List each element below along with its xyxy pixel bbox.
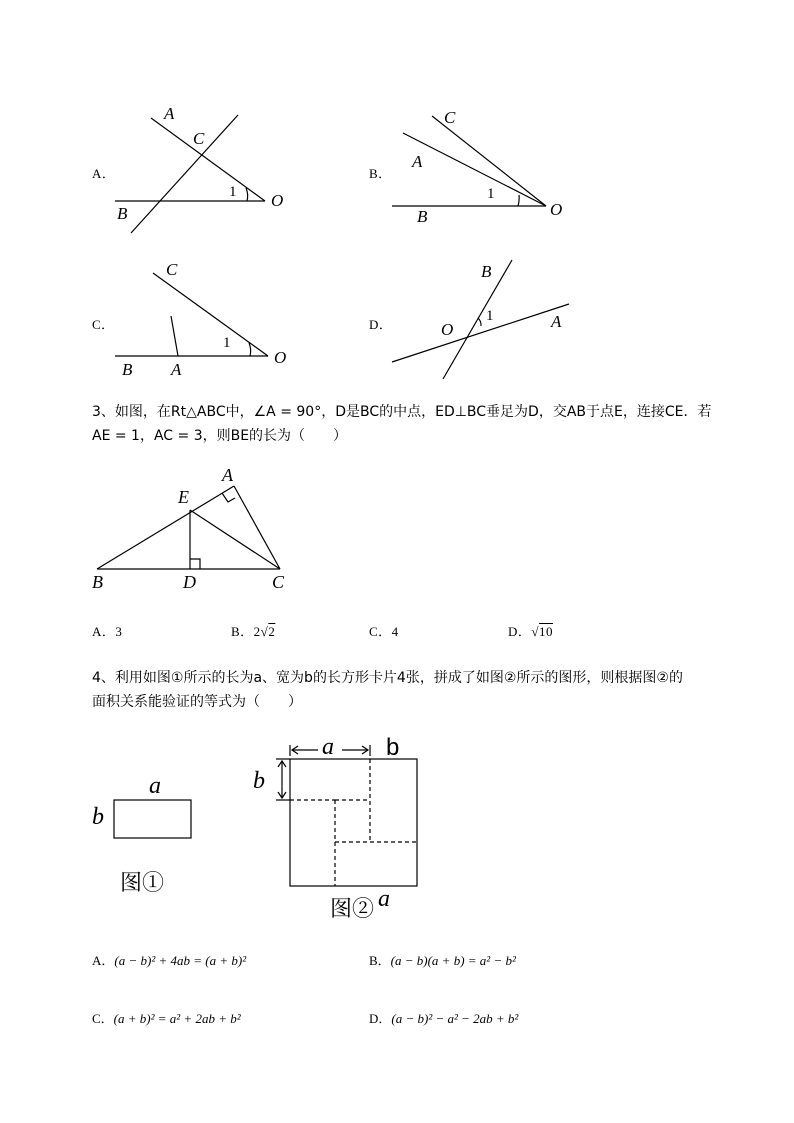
q4-option-c-formula: (a + b)² = a² + 2ab + b² bbox=[113, 1011, 241, 1026]
fig-b-label-a: A bbox=[412, 152, 423, 171]
q3-label-c: C bbox=[272, 572, 285, 592]
fig-b-angle-1: 1 bbox=[487, 186, 495, 202]
q3-option-a-value: 3 bbox=[115, 624, 123, 639]
q4-option-a bbox=[92, 950, 246, 969]
q3-option-b-sqrt-sign: √ bbox=[260, 624, 269, 639]
fig-c-label-o: O bbox=[274, 348, 287, 367]
q4-option-c bbox=[92, 1008, 241, 1027]
q4-text-line1: 利用如图①所示的长为a、宽为b的长方形卡片4张，拼成了如图②所示的图形，则根据图②的 bbox=[114, 670, 683, 686]
fig-b-label-o: O bbox=[550, 200, 563, 219]
fig2-label-a-bottom: a bbox=[378, 886, 390, 912]
q3-label-a: A bbox=[222, 465, 233, 485]
q3-option-c-letter: C． bbox=[369, 624, 392, 639]
fig-a-label-b: B bbox=[117, 204, 128, 223]
q4-number: 4、 bbox=[92, 670, 115, 686]
option-c-letter: C． bbox=[92, 317, 115, 332]
q3-label-e: E bbox=[178, 487, 189, 507]
q4-option-d bbox=[369, 1008, 518, 1027]
fig1-caption: 图① bbox=[120, 871, 165, 896]
fig2-label-a-top: a bbox=[322, 734, 334, 760]
fig-a-label-c: C bbox=[193, 129, 205, 148]
q3-label-d: D bbox=[183, 572, 196, 592]
fig-c-label-b: B bbox=[122, 360, 133, 379]
q3-text-line2: AE = 1，AC = 3，则BE的长为（ ） bbox=[92, 428, 348, 444]
fig-a-label-a: A bbox=[164, 104, 175, 123]
option-d-letter: D． bbox=[369, 317, 393, 332]
q4-option-d-letter: D． bbox=[369, 1011, 392, 1026]
fig2-label-b-left: b bbox=[253, 768, 265, 794]
q4-text-line2: 面积关系能验证的等式为（ ） bbox=[92, 694, 302, 710]
q4-option-c-letter: C． bbox=[92, 1011, 114, 1026]
fig1-label-a: a bbox=[149, 773, 161, 799]
fig-d-angle-1: 1 bbox=[486, 308, 494, 324]
fig1-label-b: b bbox=[92, 804, 104, 830]
q3-option-d-letter: D． bbox=[508, 624, 532, 639]
q3-option-b-radicand: 2 bbox=[268, 624, 276, 639]
fig-c-label-a: A bbox=[171, 360, 182, 379]
option-b-letter: B． bbox=[369, 166, 392, 181]
q3-number: 3、 bbox=[92, 404, 115, 420]
fig-c-label-c: C bbox=[166, 260, 178, 279]
fig-b-label-c: C bbox=[444, 108, 456, 127]
q3-option-d-sqrt-sign: √ bbox=[531, 624, 540, 639]
q3-option-a-letter: A． bbox=[92, 624, 116, 639]
q4-option-d-formula: (a − b)² − a² − 2ab + b² bbox=[391, 1011, 519, 1026]
q4-option-a-formula: (a − b)² + 4ab = (a + b)² bbox=[114, 953, 247, 968]
fig-c-angle-1: 1 bbox=[223, 335, 231, 351]
fig-d-label-b: B bbox=[481, 262, 492, 281]
fig-d-label-a: A bbox=[551, 312, 562, 331]
fig-a-label-o: O bbox=[271, 191, 284, 210]
q3-label-b: B bbox=[92, 572, 103, 592]
q3-option-d-radicand: 10 bbox=[539, 624, 554, 639]
q3-option-c-value: 4 bbox=[391, 624, 399, 639]
option-a-letter: A． bbox=[92, 166, 116, 181]
q4-option-b bbox=[369, 950, 516, 969]
fig-a-angle-1: 1 bbox=[229, 184, 237, 200]
fig-b-label-b: B bbox=[417, 207, 428, 226]
q4-option-b-letter: B． bbox=[369, 953, 391, 968]
q4-option-a-letter: A． bbox=[92, 953, 115, 968]
fig-d-label-o: O bbox=[441, 320, 454, 339]
fig2-caption: 图② bbox=[330, 897, 375, 922]
q4-option-b-formula: (a − b)(a + b) = a² − b² bbox=[390, 953, 516, 968]
q3-text-line1: 如图，在Rt△ABC中，∠A = 90°，D是BC的中点，ED⊥BC垂足为D，交AB于点E，连接CE．若 bbox=[114, 404, 712, 420]
q3-option-b-coef: 2 bbox=[253, 624, 261, 639]
q3-option-b-letter: B． bbox=[231, 624, 254, 639]
fig2-label-b-top: b bbox=[386, 734, 400, 761]
